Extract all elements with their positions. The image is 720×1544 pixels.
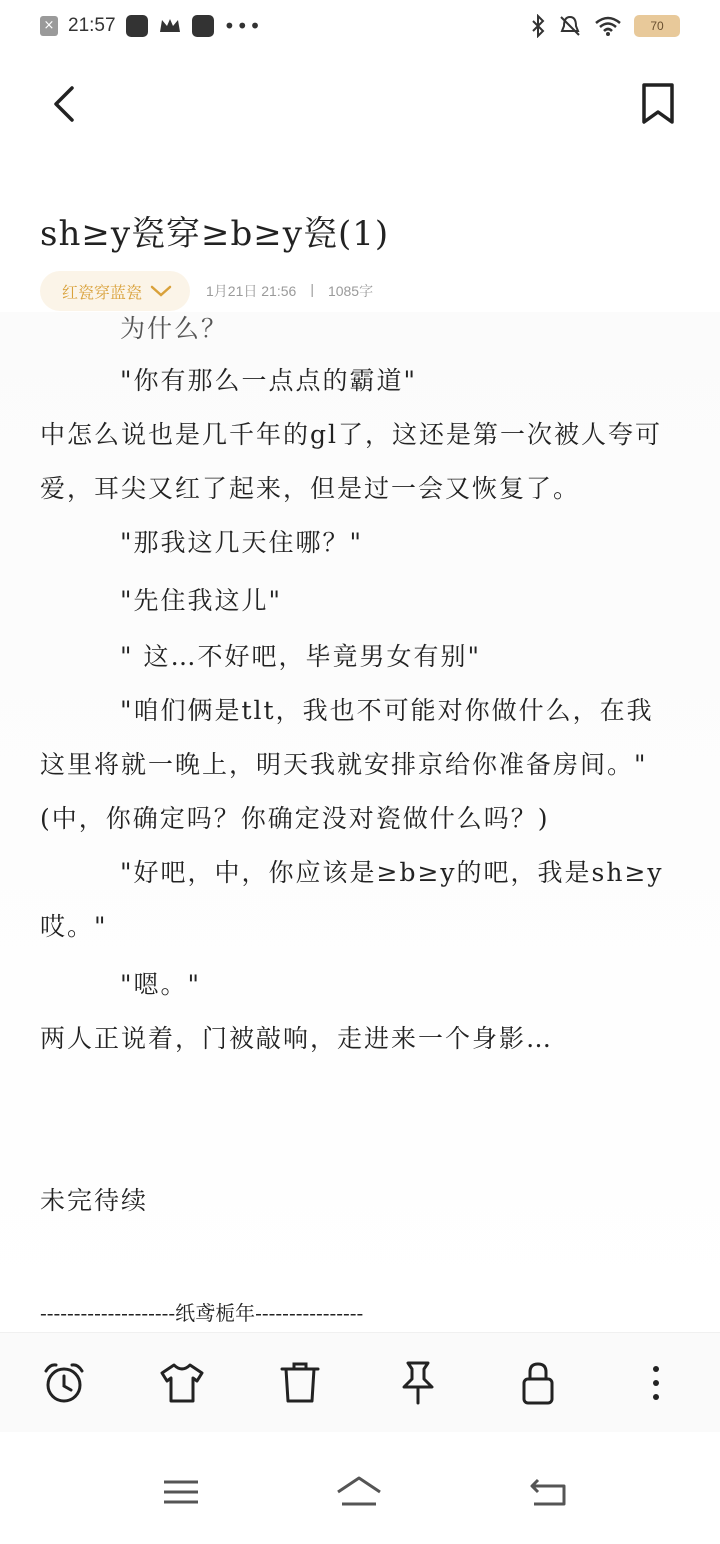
mute-icon [558,14,582,38]
paragraph: " 这…不好吧，毕竟男女有别" [120,642,481,671]
word-count: 1085字 [327,283,374,299]
bluetooth-icon [530,14,546,38]
paragraph: "嗯。" [120,970,201,999]
lock-icon[interactable] [514,1359,562,1407]
note-content[interactable] [0,312,720,1332]
crown-icon [158,16,182,36]
close-notification-icon: × [40,16,58,36]
paragraph: 为什么？ [120,314,229,343]
tiktok-icon [126,15,148,37]
category-label: 红瓷穿蓝瓷 [62,282,143,302]
note-date: 1月21日 21:56 [206,283,297,299]
shopping-bag-icon [192,15,214,37]
status-time: 21:57 [68,15,116,36]
trash-icon[interactable] [276,1359,324,1407]
shirt-icon[interactable] [158,1359,206,1407]
more-notifications-icon: ••• [223,14,262,38]
back-nav-icon[interactable] [524,1472,574,1512]
note-title[interactable]: sh≥y瓷穿≥b≥y瓷(1) [40,214,390,254]
paragraph: "你有那么一点点的霸道" [120,366,417,395]
paragraph: 未完待续 [40,1186,149,1215]
paragraph: "好吧，中，你应该是≥b≥y的吧，我是sh≥y哎。" [40,858,664,941]
home-icon[interactable] [334,1472,384,1512]
chevron-down-icon [150,284,172,298]
system-nav-bar [0,1432,720,1544]
paragraph: 两人正说着，门被敲响，走进来一个身影… [40,1024,554,1053]
more-icon[interactable] [632,1359,680,1407]
paragraph: 中怎么说也是几千年的gl了，这还是第一次被人夸可爱，耳尖又红了起来，但是过一会又恢复了。 [40,420,663,503]
status-bar [0,0,720,58]
bottom-toolbar [0,1332,720,1433]
signature-divider: --------------------纸鸢栀年---------------- [40,1301,364,1325]
alarm-icon[interactable] [40,1359,88,1407]
paragraph: "那我这几天住哪？" [120,528,363,557]
bookmark-button[interactable] [640,82,676,126]
battery-level: 70 [650,19,664,33]
back-button[interactable] [44,82,88,126]
menu-icon[interactable] [156,1472,206,1512]
battery-icon [634,15,680,37]
paragraph: "咱们俩是tlt，我也不可能对你做什么，在我这里将就一晚上，明天我就安排京给你准备房间。"(中，你确定吗？你确定没对瓷做什么吗？) [40,696,654,833]
pin-icon[interactable] [394,1359,442,1407]
meta-separator: | [310,281,314,297]
paragraph: "先住我这儿" [120,586,282,615]
wifi-icon [594,15,622,37]
